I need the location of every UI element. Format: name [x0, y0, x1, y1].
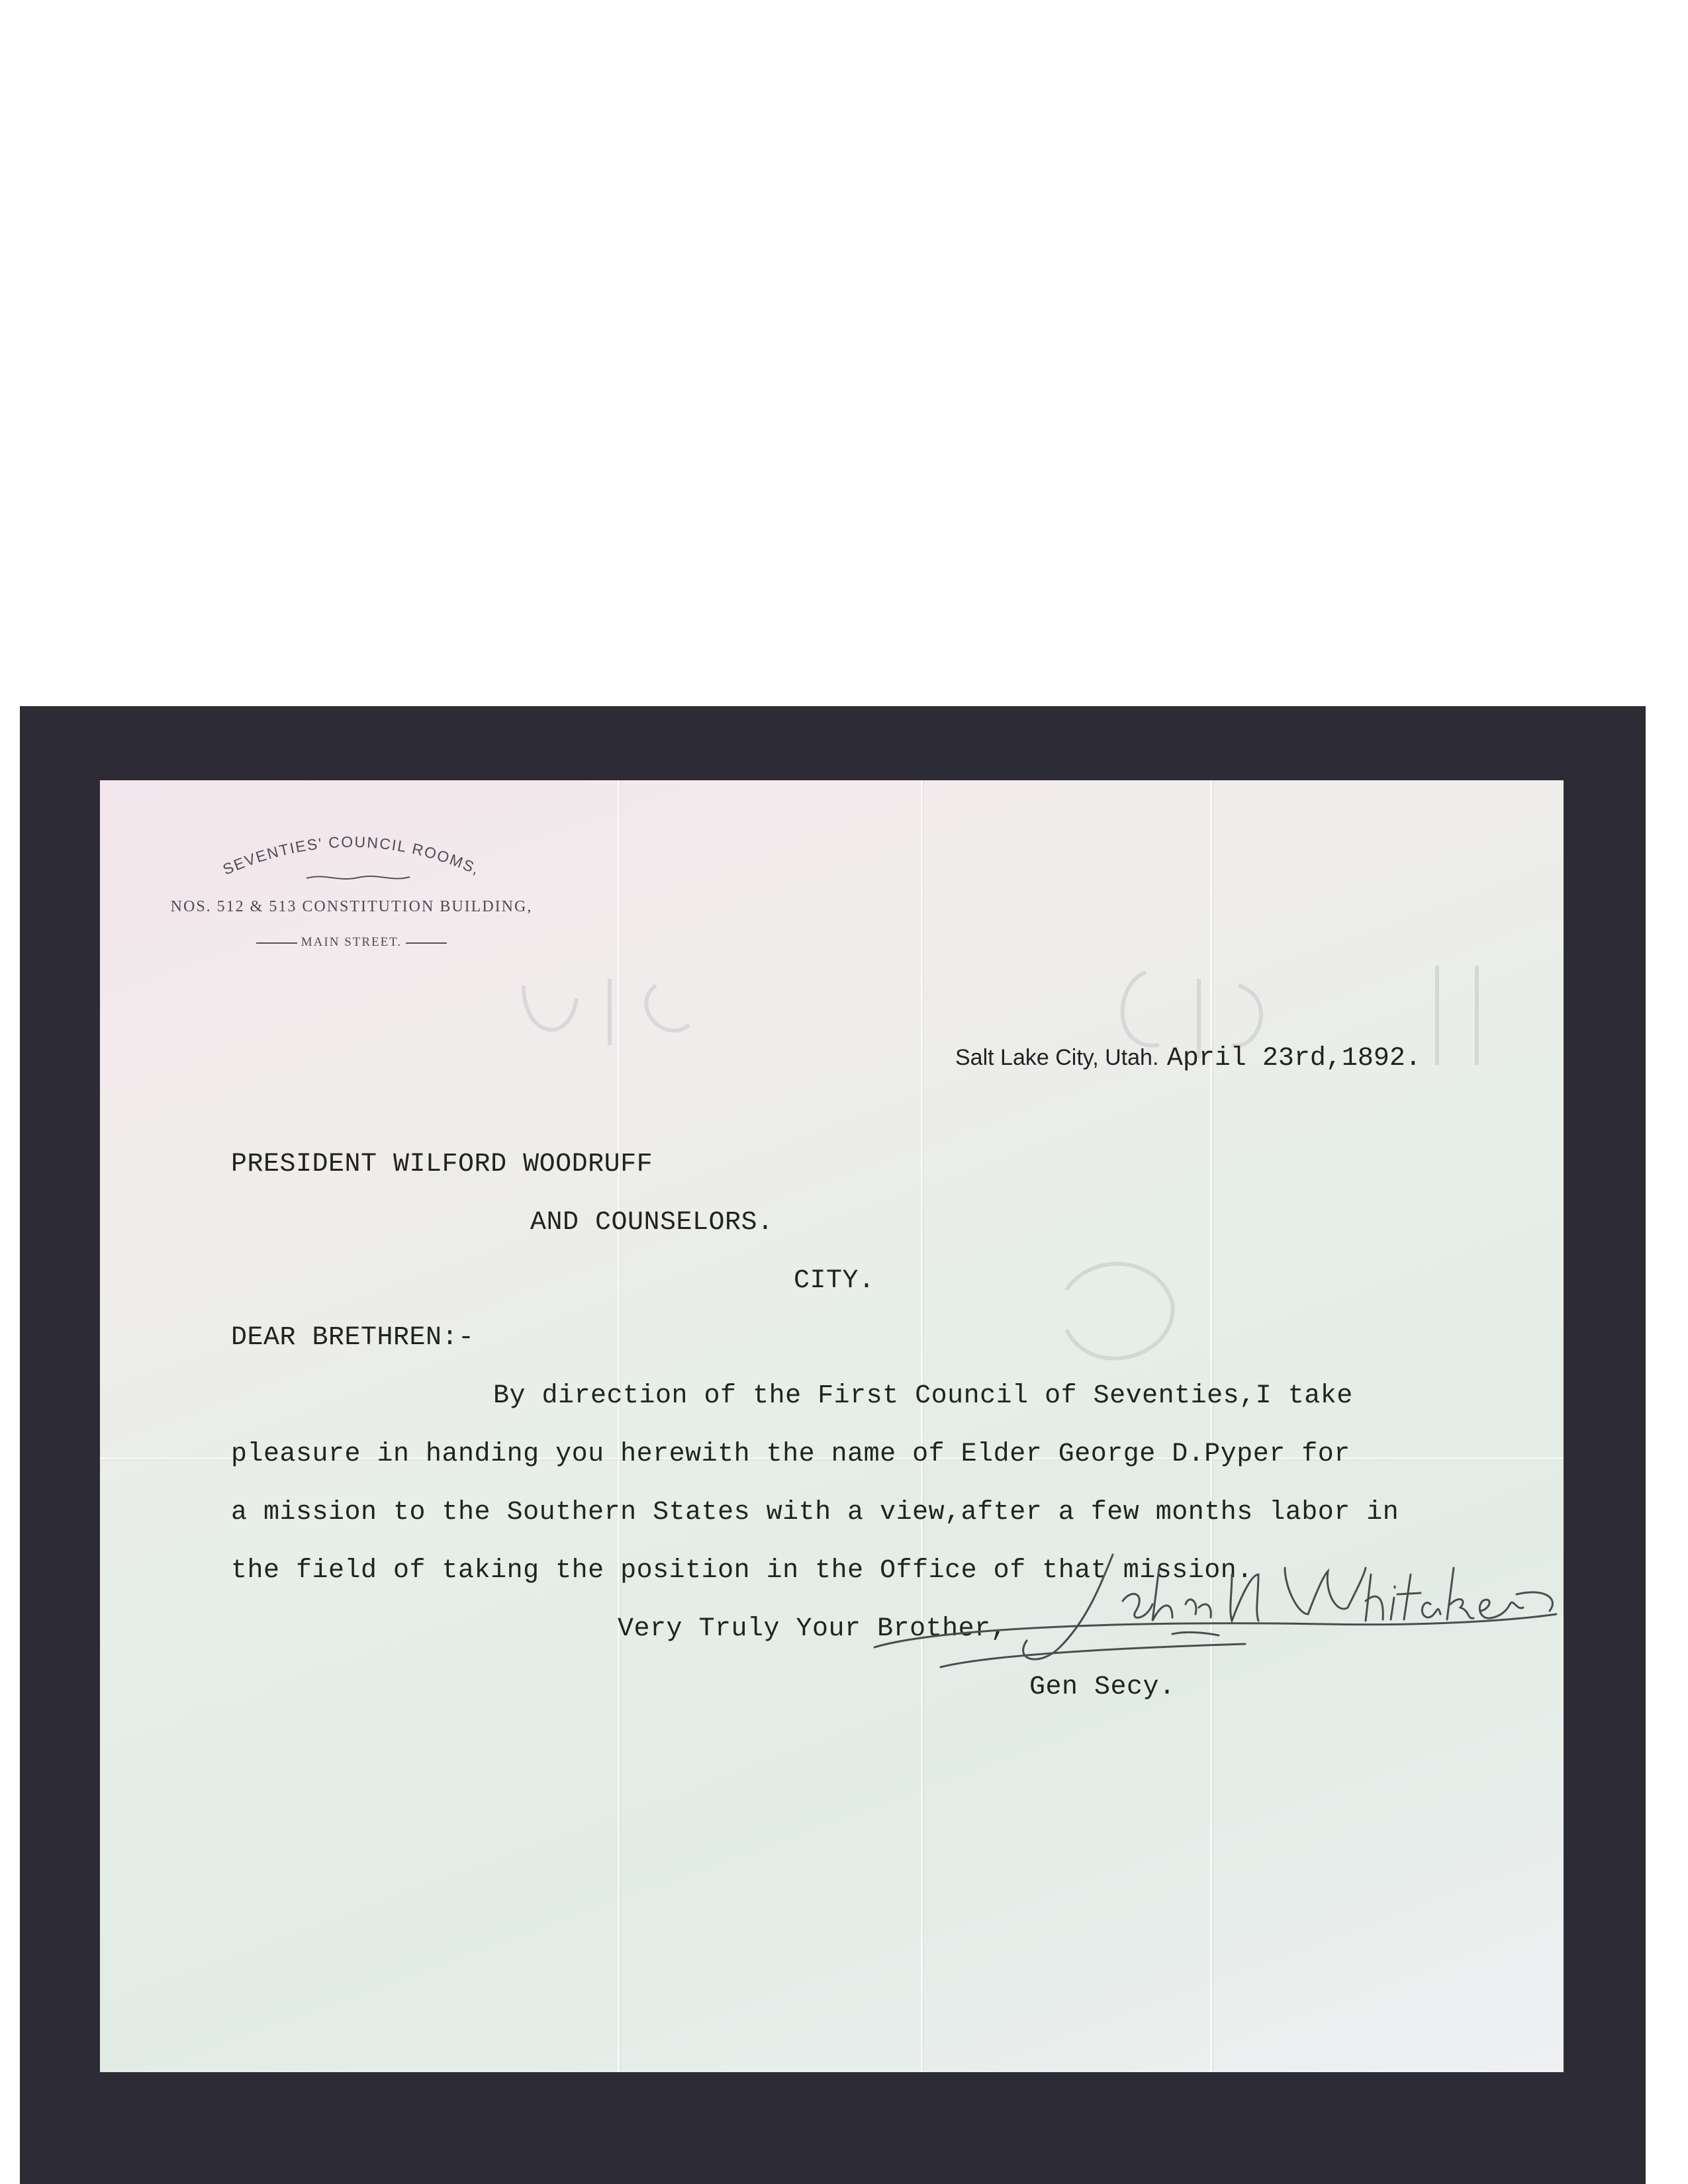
body-line-4: the field of taking the position in the Office of that mission.	[231, 1556, 1253, 1586]
signer-title: Gen Secy.	[1029, 1672, 1176, 1702]
letterhead-street	[140, 935, 563, 950]
dateline	[955, 1044, 1421, 1073]
body-line-1: By direction of the First Council of Seventies,I take	[493, 1381, 1353, 1411]
closing: Very Truly Your Brother,	[618, 1614, 1008, 1644]
handwritten-signature	[861, 1548, 1563, 1694]
address-line-1: PRESIDENT WILFORD WOODRUFF	[231, 1150, 653, 1179]
salutation: DEAR BRETHREN:-	[231, 1323, 475, 1353]
svg-text:SEVENTIES' COUNCIL ROOMS,: SEVENTIES' COUNCIL ROOMS,	[220, 833, 483, 878]
letterhead-ornament	[305, 872, 411, 884]
address-line-2: AND COUNSELORS.	[530, 1208, 774, 1238]
letterhead-building: NOS. 512 & 513 CONSTITUTION BUILDING,	[170, 898, 533, 915]
address-line-3: CITY.	[794, 1266, 875, 1296]
bleed-through-mark	[497, 959, 1530, 1422]
letterhead-street-label: MAIN STREET.	[301, 935, 402, 949]
letter-sheet	[100, 780, 1564, 2072]
dateline-date: April 23rd,1892.	[1166, 1044, 1421, 1073]
dateline-place: Salt Lake City, Utah.	[955, 1045, 1159, 1070]
body-line-3: a mission to the Southern States with a view,after a few months labor in	[231, 1498, 1399, 1527]
body-line-2: pleasure in handing you herewith the name of Elder George D.Pyper for	[231, 1439, 1350, 1469]
